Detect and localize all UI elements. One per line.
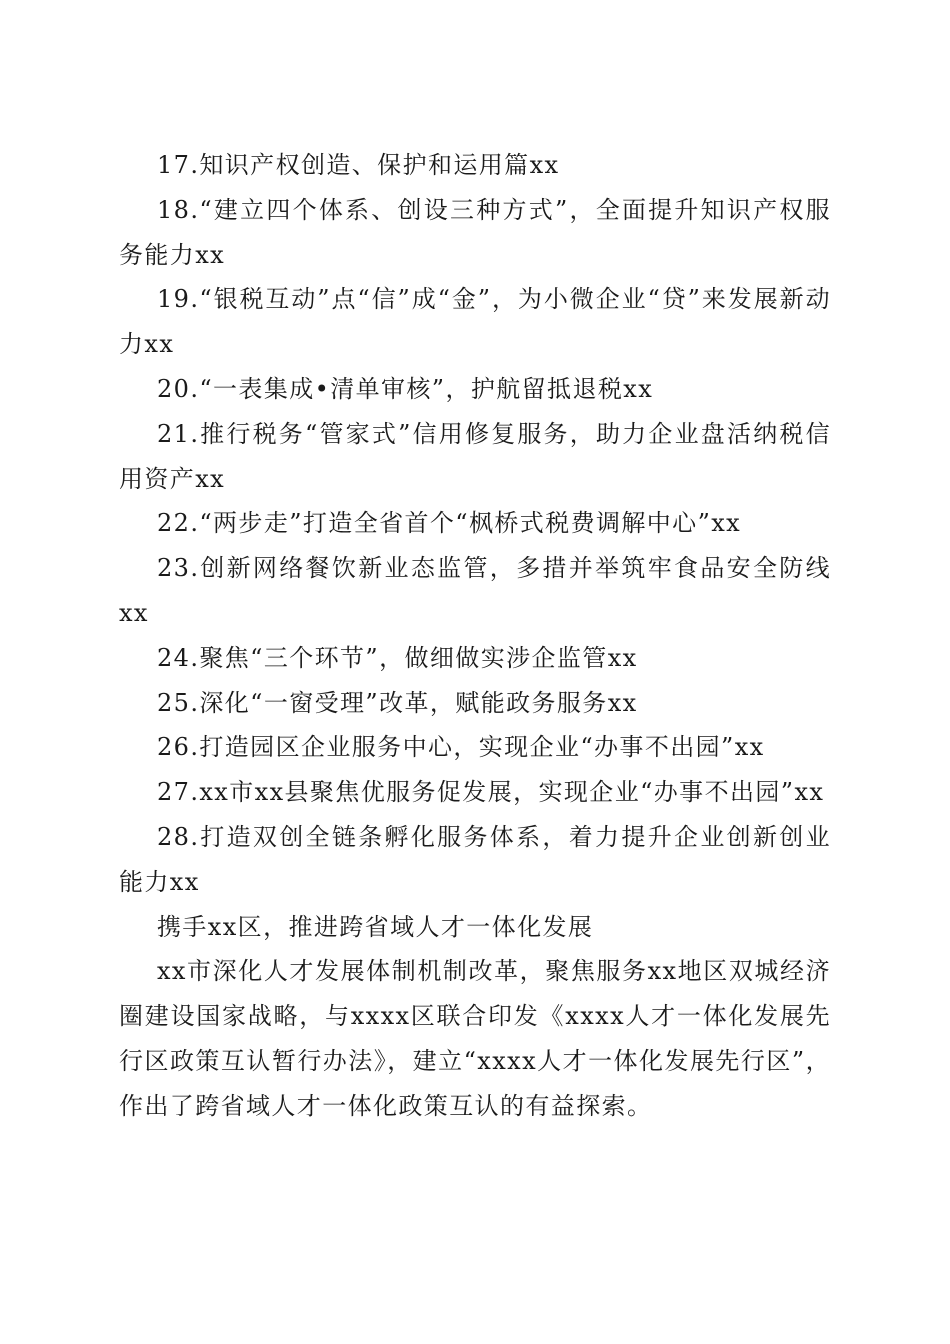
list-item-25: 25.深化“一窗受理”改革，赋能政务服务xx bbox=[157, 688, 638, 717]
list-item-24: 24.聚焦“三个环节”，做细做实涉企监管xx bbox=[157, 643, 638, 672]
document-body bbox=[119, 143, 831, 1129]
list-item-20: 20.“一表集成•清单审核”，护航留抵退税xx bbox=[157, 374, 654, 403]
list-item-23: 23.创新网络餐饮新业态监管，多措并举筑牢食品安全防线xx bbox=[119, 554, 831, 627]
list-item-28: 28.打造双创全链条孵化服务体系，着力提升企业创新创业能力xx bbox=[119, 822, 831, 896]
list-item-17: 17.知识产权创造、保护和运用篇xx bbox=[157, 151, 560, 179]
list-item-19: 19.“银税互动”点“信”成“金”，为小微企业“贷”来发展新动力xx bbox=[119, 285, 831, 359]
list-item-18: 18.“建立四个体系、创设三种方式”，全面提升知识产权服务能力xx bbox=[119, 195, 831, 269]
list-item-21: 21.推行税务“管家式”信用修复服务，助力企业盘活纳税信用资产xx bbox=[119, 419, 831, 493]
list-item-27: 27.xx市xx县聚焦优服务促发展，实现企业“办事不出园”xx bbox=[157, 778, 825, 807]
section-heading: 携手xx区，推进跨省域人才一体化发展 bbox=[157, 912, 594, 941]
list-item-22: 22.“两步走”打造全省首个“枫桥式税费调解中心”xx bbox=[157, 509, 742, 538]
list-item-26: 26.打造园区企业服务中心，实现企业“办事不出园”xx bbox=[157, 733, 765, 762]
body-paragraph: xx市深化人才发展体制机制改革，聚焦服务xx地区双城经济圈建设国家战略，与xxxx区联合印发《xxxx人才一体化发展先行区政策互认暂行办法》，建立“xxxx人才一体化发展先行区”，作出了跨省域人才一体化政策互认的有益探索。 bbox=[119, 957, 831, 1120]
